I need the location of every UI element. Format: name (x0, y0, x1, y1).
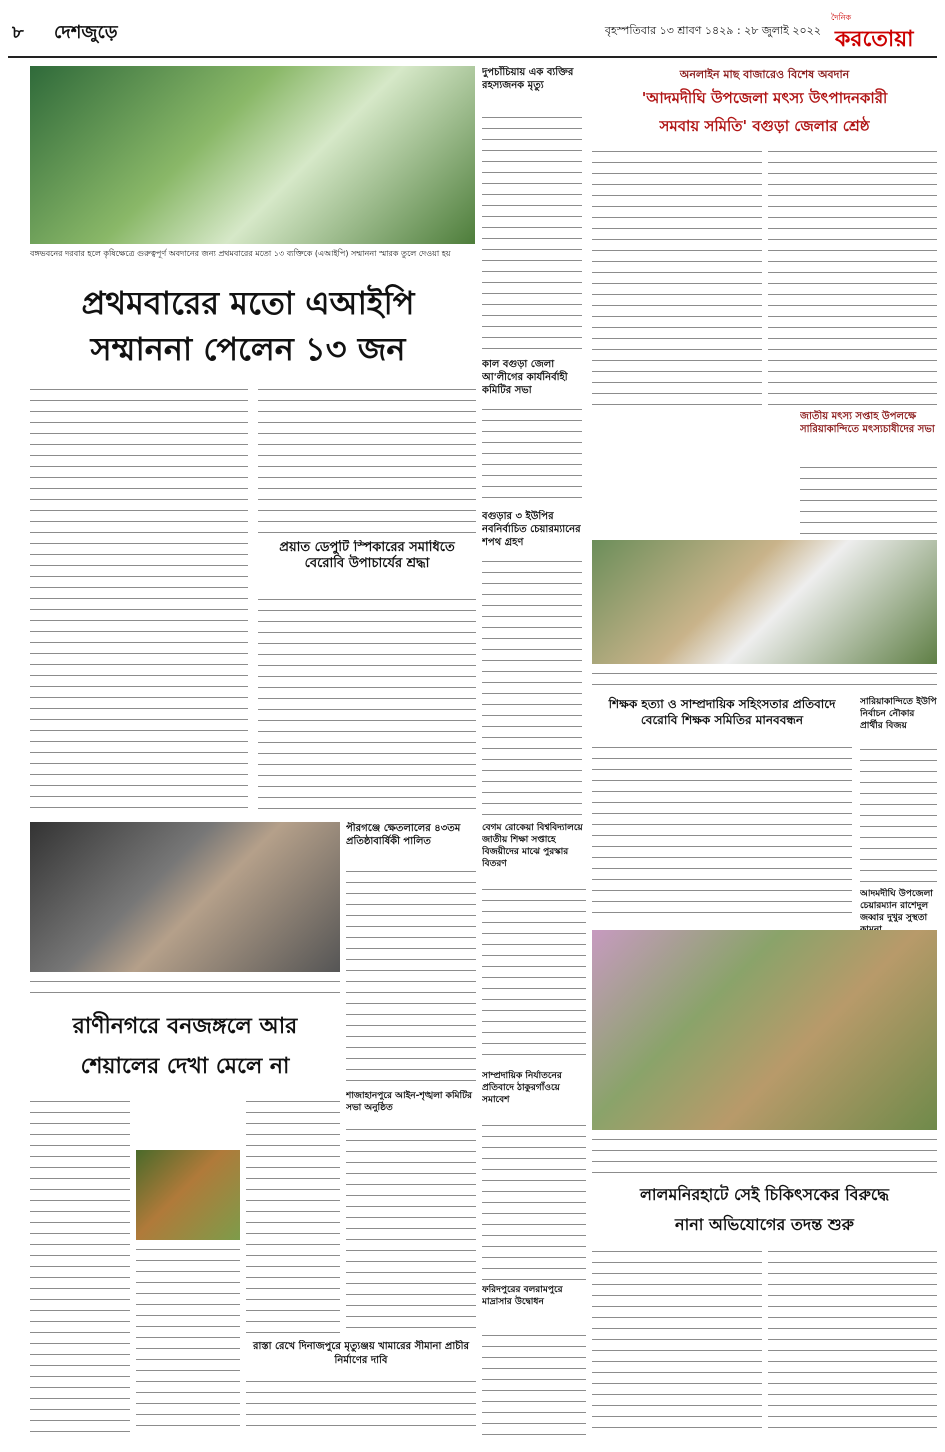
lead-body-right (258, 384, 476, 534)
lalmonirhat-headline: লালমনিরহাটে সেই চিকিৎসকের বিরুদ্ধে নানা অভিযোগের তদন্ত শুরু (639, 1185, 890, 1234)
protest-photo-caption (592, 668, 937, 690)
oath-body (482, 556, 582, 816)
lead-headline-line-2: সম্মাননা পেলেন ১৩ জন (90, 330, 406, 368)
fish-week-headline: জাতীয় মৎস্য সপ্তাহ উপলক্ষে সারিয়াকান্দিতে মৎস্যচাষীদের সভা (800, 411, 935, 435)
lead-headline (14, 280, 482, 376)
section-title: দেশজুড়ে (54, 22, 118, 43)
pirganj-headline: পীরগঞ্জে ক্ষেতলালের ৪৩তম প্রতিষ্ঠাবার্ষিকী পালিত (346, 823, 461, 847)
page-header (8, 6, 937, 58)
dupchanchia-headline: দুপচাঁচিয়ায় এক ব্যক্তির রহস্যজনক মৃত্যু (482, 67, 574, 91)
deputy-speaker-body (258, 594, 476, 816)
pirganj-photo (30, 822, 340, 972)
education-week-headline: বেগম রোকেয়া বিশ্ববিদ্যালয়ে জাতীয় শিক্ষা সপ্তাহে বিজয়ীদের মাঝে পুরস্কার বিতরণ (482, 823, 583, 869)
faridpur-headline: ফরিদপুরের বলরামপুরে মাদ্রাসার উদ্বোধন (482, 1285, 563, 1307)
adamdighi-kicker: অনলাইন মাছ বাজারেও বিশেষ অবদান (679, 68, 850, 81)
page-number: ৮ (12, 22, 24, 43)
deer-photo-caption (592, 1134, 937, 1174)
thakurgaon-body (482, 1120, 586, 1280)
thakurgaon-headline: সাম্প্রদায়িক নির্যাতনের প্রতিবাদে ঠাকুরগাঁওয়ে সমাবেশ (482, 1071, 562, 1105)
pirganj-body (346, 866, 476, 1086)
pirganj-caption (30, 976, 340, 998)
bogura-awami-league-body (482, 404, 582, 504)
chairman-wellbeing-headline: আদমদীঘি উপজেলা চেয়ারম্যান রাশেদুল জব্বার দুখুর সুস্থতা (860, 889, 933, 923)
masthead-logo: দৈনিক করতোয়া (831, 13, 914, 52)
lalmonirhat-body-left (592, 1246, 762, 1436)
oath-headline: বগুড়ার ৩ ইউপির নবনির্বাচিত চেয়ারম্যানের শপথ গ্রহণ (482, 511, 581, 548)
lalmonirhat-body-right (768, 1246, 937, 1436)
raninagar-body-mid (136, 1244, 240, 1436)
raninagar-body-left (30, 1096, 130, 1436)
protest-photo (592, 540, 937, 664)
shajahanpur-body (346, 1124, 476, 1336)
adamdighi-headline: 'আদমদীঘি উপজেলা মৎস্য উৎপাদনকারী সমবায় সমিতি' বগুড়া জেলার শ্রেষ্ঠ (641, 89, 888, 135)
education-week-body (482, 884, 586, 1064)
lead-headline-line-1: প্রথমবারের মতো এআইপি (81, 284, 415, 322)
lead-body-left (30, 384, 248, 816)
faridpur-body (482, 1330, 586, 1436)
sariakandi-election-headline: সারিয়াকান্দিতে ইউপি নির্বাচন নৌকার প্রার্থীর বিজয় (860, 697, 937, 731)
adamdighi-body-right (768, 146, 937, 406)
bogura-awami-league-headline: কাল বগুড়া জেলা আ'লীগের কার্যনির্বাহী কমিটির সভা (482, 359, 568, 396)
fish-week-body (800, 462, 937, 534)
lead-photo (30, 66, 475, 244)
teacher-protest-headline: শিক্ষক হত্যা ও সাম্প্রদায়িক সহিংসতার প্রতিবাদে বেরোবি শিক্ষক সমিতির মানববন্ধন (608, 697, 836, 727)
raninagar-headline: রাণীনগরে বনজঙ্গলে আর শেয়ালের দেখা মেলে না (72, 1013, 298, 1079)
dupchanchia-body (482, 112, 582, 352)
dinajpur-wall-headline: রাস্তা রেখে দিনাজপুরে মৃত্যুঞ্জয় খামারের সীমানা প্রাচীর নির্মাণের দাবি (253, 1341, 469, 1366)
deputy-speaker-headline: প্রয়াত ডেপুটি স্পিকারের সমাধিতে বেরোবি উপাচার্যের শ্রদ্ধা (279, 540, 455, 571)
raninagar-body-right (246, 1096, 340, 1336)
issue-date: বৃহস্পতিবার ১৩ শ্রাবণ ১৪২৯ : ২৮ জুলাই ২০২২ (604, 24, 821, 37)
teacher-protest-body (592, 742, 852, 920)
fox-photo (136, 1150, 240, 1240)
lead-photo-caption: বঙ্গভবনের দরবার হলে কৃষিক্ষেত্রে গুরুত্বপূর্ণ অবদানের জন্য প্রথমবারের মতো ১৩ ব্যক্তিকে (এআইপি) সম্মাননা স্মারক তুলে দেওয়া হয় (30, 249, 451, 258)
adamdighi-body-left (592, 146, 762, 406)
dinajpur-wall-body (246, 1376, 476, 1436)
deer-photo (592, 930, 937, 1130)
shajahanpur-headline: শাজাহানপুরে আইন-শৃঙ্খলা কমিটির সভা অনুষ্ঠিত (346, 1091, 472, 1113)
sariakandi-election-body (860, 744, 937, 884)
